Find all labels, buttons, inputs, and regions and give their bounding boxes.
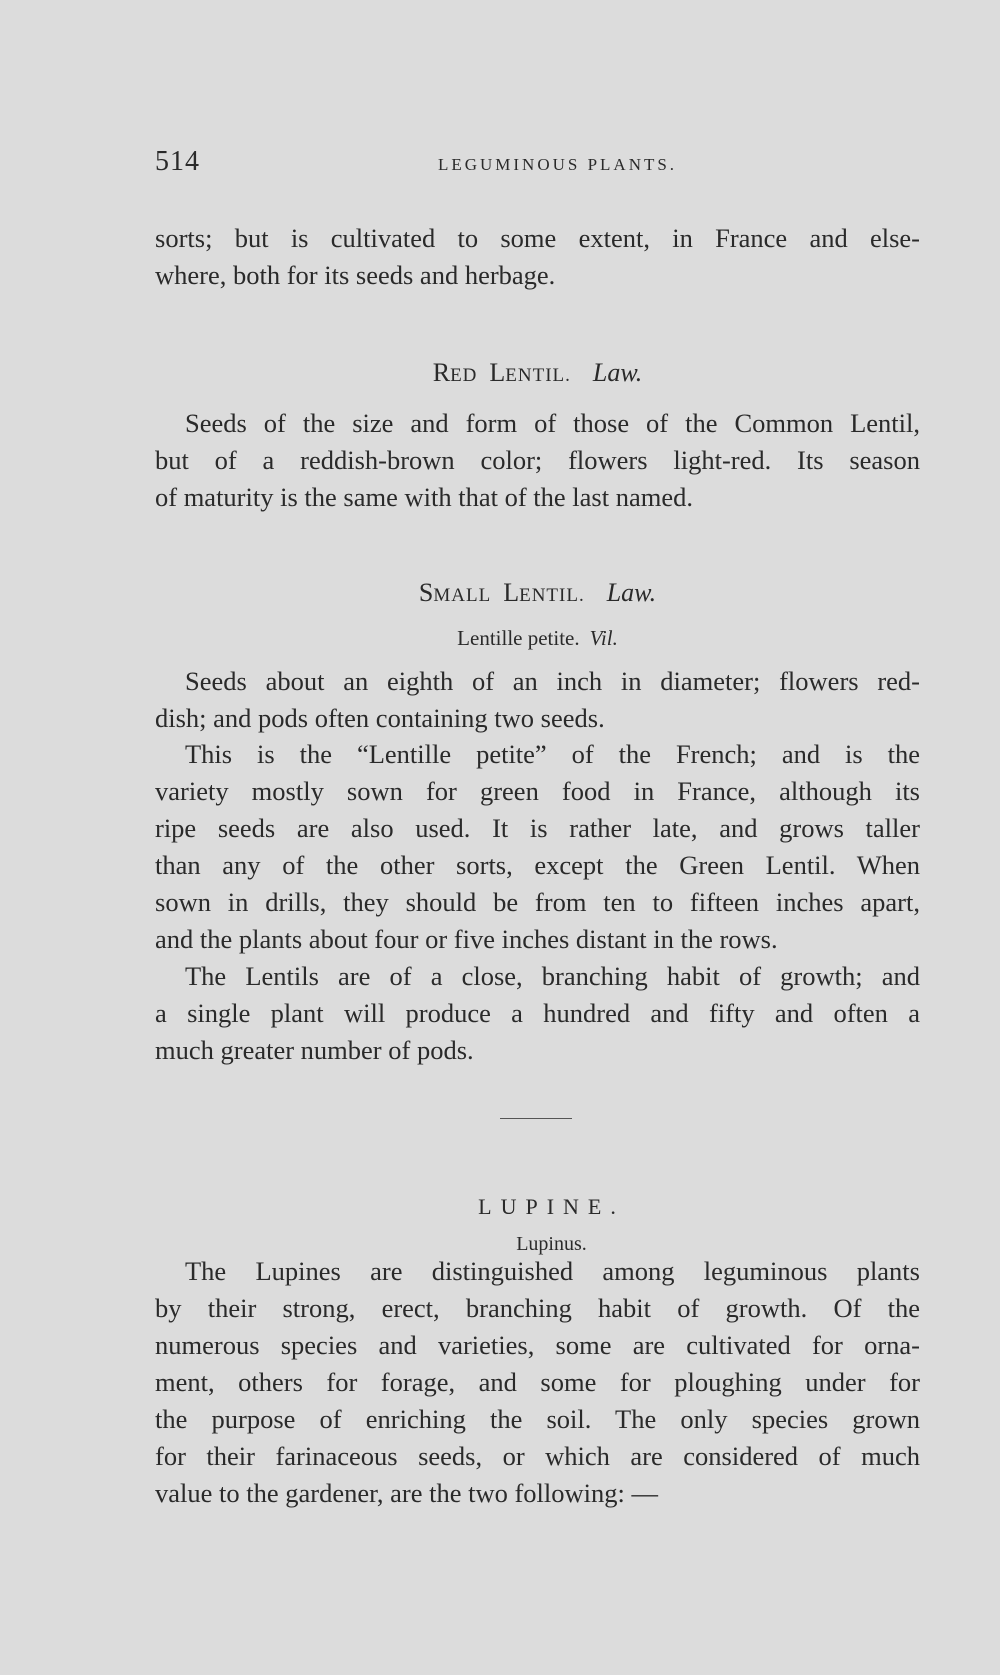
text-line: the purpose of enriching the soil. The only species grown: [155, 1404, 920, 1434]
page-number: 514: [155, 146, 200, 177]
text-line: dish; and pods often containing two seeds.: [155, 703, 605, 733]
text-line: for their farinaceous seeds, or which are considered of much: [155, 1441, 920, 1471]
lupine-latin-name: Lupinus.: [516, 1233, 587, 1255]
book-page: [155, 0, 920, 1675]
small-lentil-french-name: Lentille petite. Vil.: [457, 626, 618, 650]
intro-paragraph: [155, 220, 920, 294]
text-line: The Lentils are of a close, branching habit of growth; and: [185, 961, 920, 991]
text-line: of maturity is the same with that of the last named.: [155, 482, 693, 512]
red-lentil-paragraph: [155, 405, 920, 516]
section-divider: [500, 1118, 572, 1119]
text-line: This is the “Lentille petite” of the French; and is the: [185, 739, 920, 769]
text-line: but of a reddish-brown color; flowers light-red. Its season: [155, 445, 920, 475]
small-lentil-heading: SMALL LENTIL. Law.: [418, 578, 657, 607]
text-line: The Lupines are distinguished among leguminous plants: [185, 1256, 920, 1286]
lupine-title: LUPINE.: [478, 1194, 625, 1219]
text-line: Seeds about an eighth of an inch in diameter; flowers red-: [185, 666, 920, 696]
text-line: ripe seeds are also used. It is rather late, and grows taller: [155, 813, 920, 843]
authority: Law.: [606, 578, 657, 607]
small-lentil-paragraph-3: [155, 958, 920, 1069]
red-lentil-heading: RED LENTIL. Law.: [432, 358, 643, 387]
text-line: where, both for its seeds and herbage.: [155, 260, 556, 290]
text-line: sown in drills, they should be from ten to fifteen inches apart,: [155, 887, 920, 917]
text-line: variety mostly sown for green food in France, although its: [155, 776, 920, 806]
text-line: ment, others for forage, and some for ploughing under for: [155, 1367, 920, 1397]
text-line: than any of the other sorts, except the Green Lentil. When: [155, 850, 920, 880]
text-line: by their strong, erect, branching habit of growth. Of the: [155, 1293, 920, 1323]
text-line: value to the gardener, are the two following: —: [155, 1478, 659, 1508]
text-line: numerous species and varieties, some are cultivated for orna-: [155, 1330, 920, 1360]
small-lentil-paragraph-1: [155, 663, 920, 737]
text-line: and the plants about four or five inches distant in the rows.: [155, 924, 778, 954]
text-line: a single plant will produce a hundred and fifty and often a: [155, 998, 920, 1028]
text-line: Seeds of the size and form of those of the Common Lentil,: [185, 408, 920, 438]
lupine-paragraph: [155, 1253, 920, 1512]
running-head: LEGUMINOUS PLANTS.: [437, 155, 678, 174]
small-lentil-paragraph-2: [155, 736, 920, 958]
text-line: much greater number of pods.: [155, 1035, 474, 1065]
text-line: sorts; but is cultivated to some extent, in France and else-: [155, 223, 920, 253]
authority: Law.: [592, 358, 643, 387]
page-header: [155, 146, 920, 176]
